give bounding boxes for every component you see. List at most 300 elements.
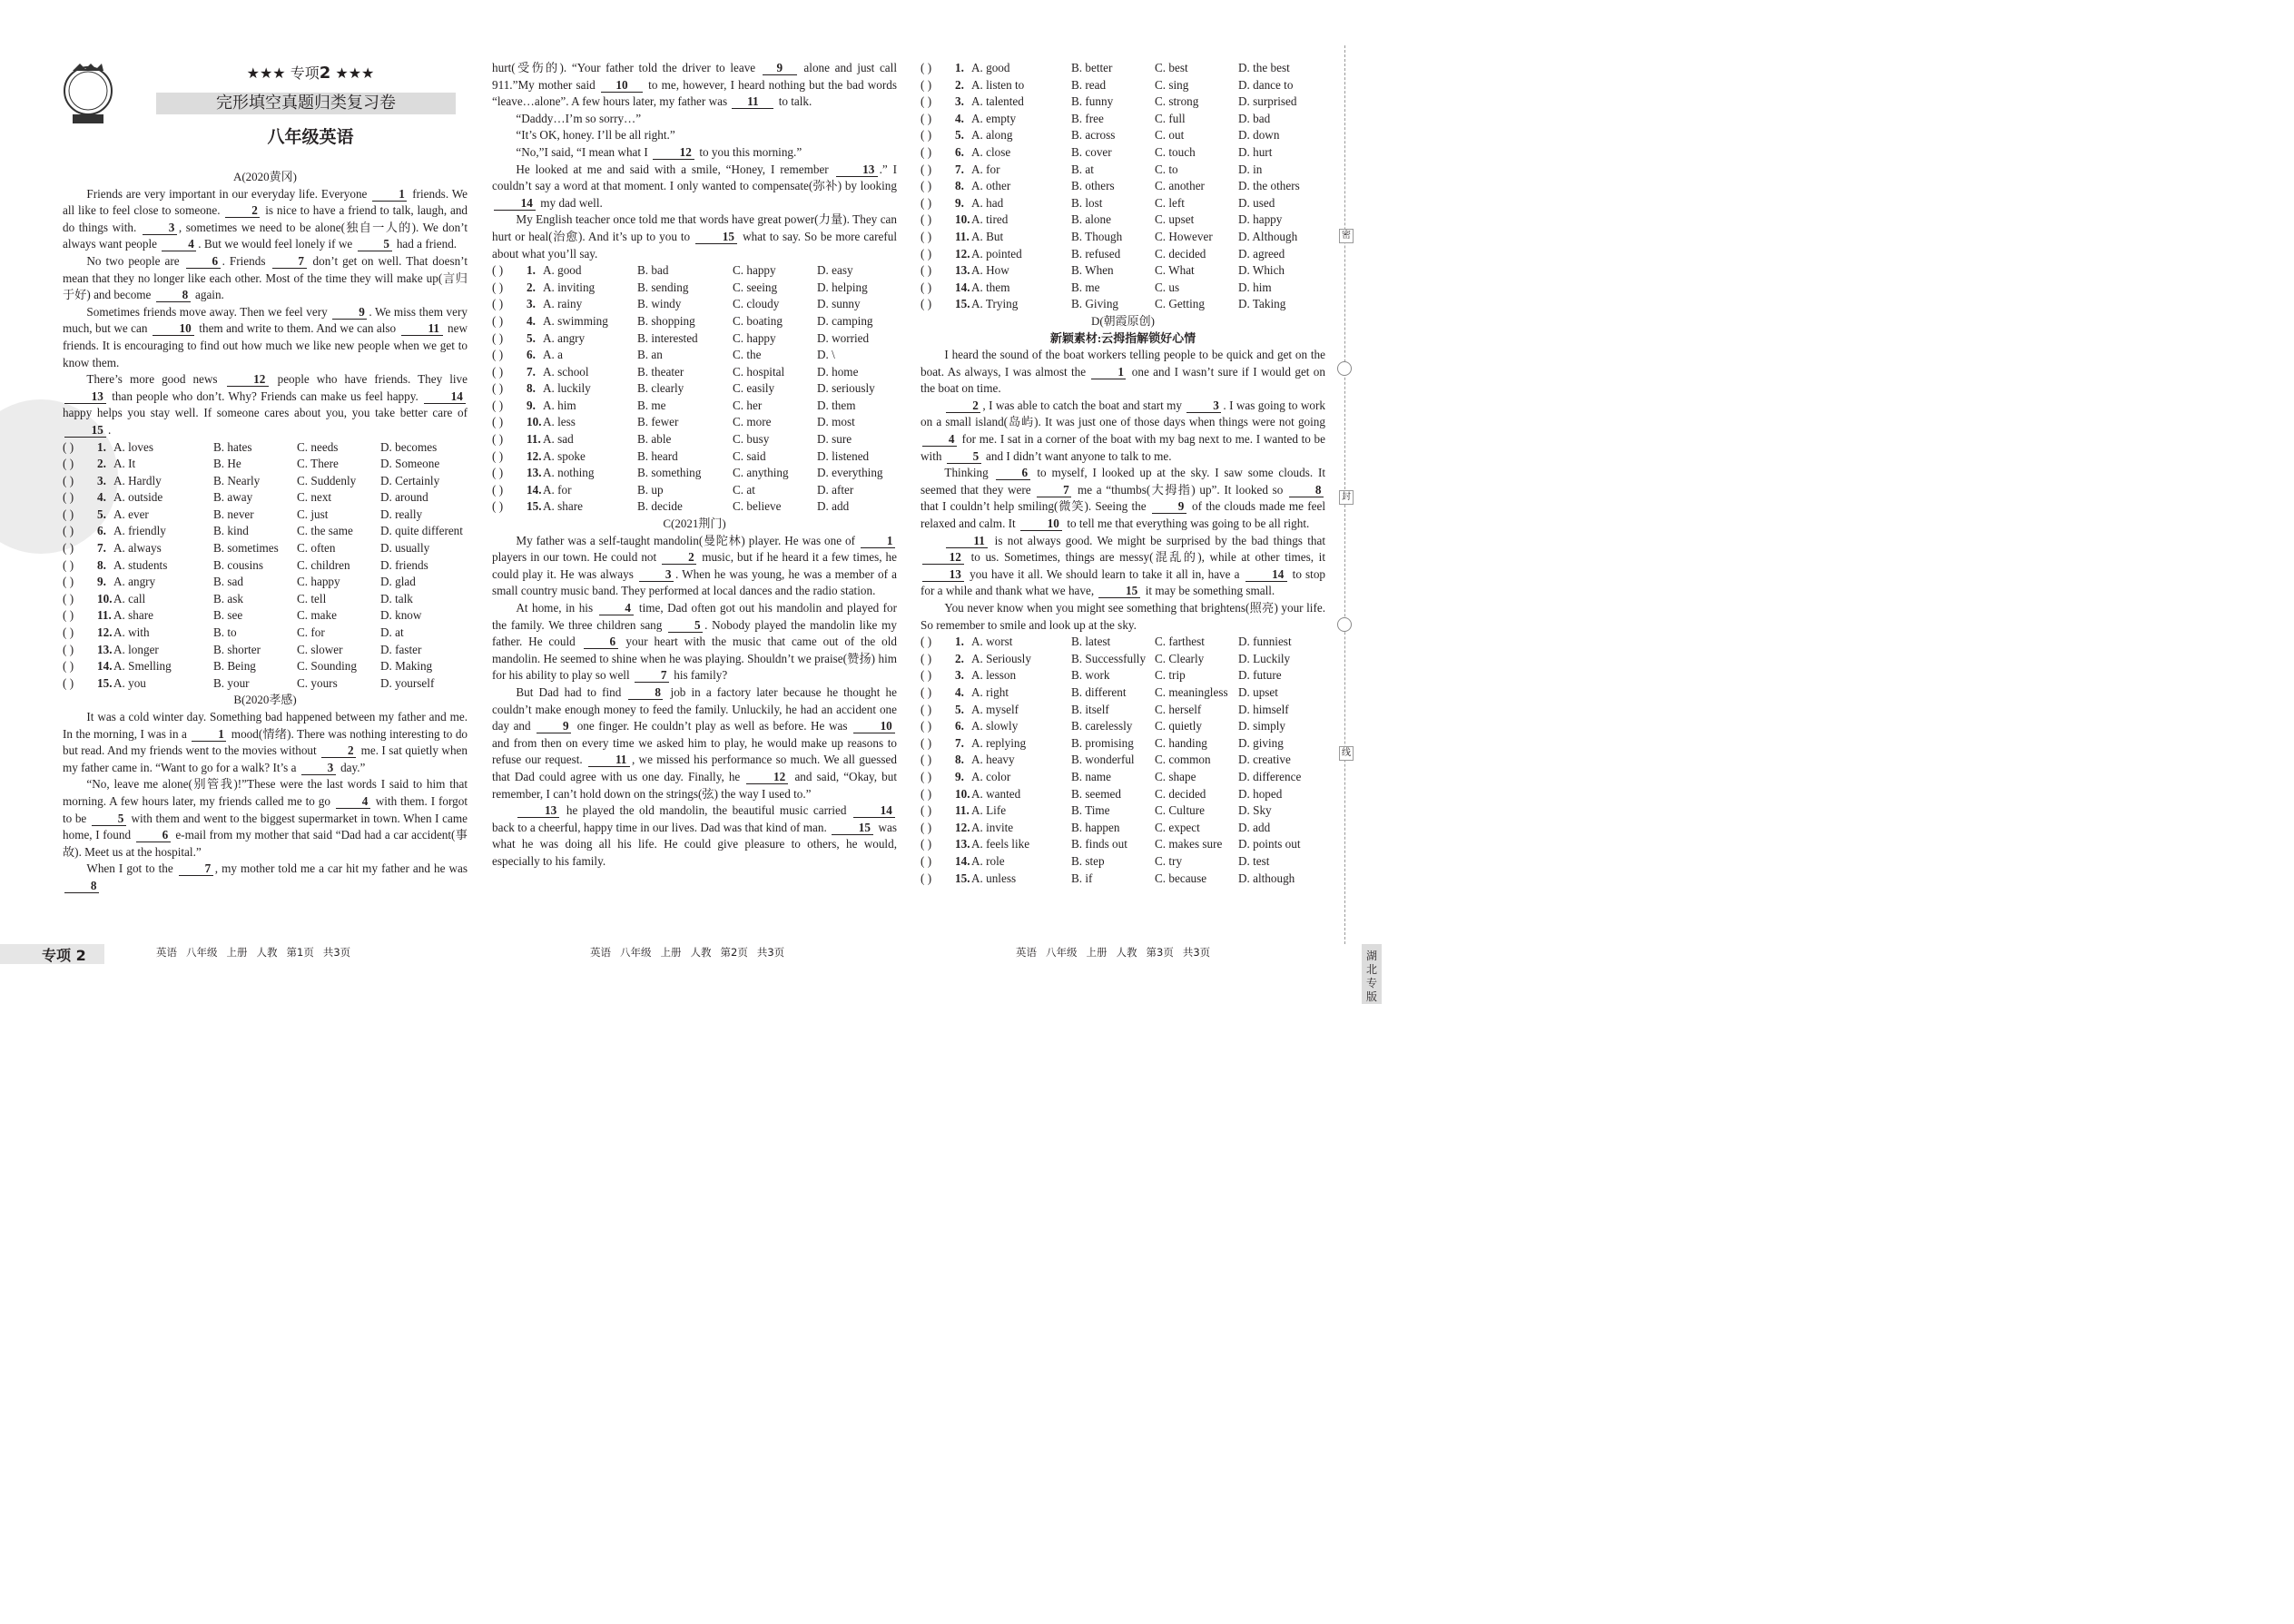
passage-text: his family? — [670, 668, 728, 683]
column-2 — [492, 60, 897, 871]
answer-bracket: ( ) — [921, 837, 932, 851]
option-a: A. less — [543, 415, 576, 429]
passage-text: At home, in his — [516, 601, 597, 615]
option-c: C. happy — [733, 330, 776, 345]
passage-text: it may be something small. — [1142, 584, 1275, 598]
question-number: 5. — [527, 330, 536, 345]
passage-text: friends. We all like to feel close to someone. — [63, 186, 468, 218]
passage-paragraph — [492, 60, 897, 111]
footer-page-3 — [1016, 945, 1219, 960]
passage-paragraph — [492, 111, 897, 128]
passage-paragraph — [921, 398, 1325, 465]
answer-bracket: ( ) — [921, 668, 932, 683]
option-a: A. heavy — [971, 753, 1015, 767]
passage-paragraph — [63, 304, 468, 371]
option-a: A. color — [971, 769, 1011, 783]
passage-text: to tell me that everything was going to be all right. — [1064, 517, 1310, 531]
blank-number: 8 — [156, 289, 191, 302]
passage-text: “No,”I said, “I mean what I — [516, 144, 652, 159]
question-row — [492, 347, 897, 364]
option-c: C. touch — [1155, 144, 1196, 159]
question-number: 4. — [955, 111, 964, 125]
option-b: B. wonderful — [1071, 753, 1135, 767]
answer-bracket: ( ) — [63, 659, 74, 674]
option-d: D. agreed — [1238, 246, 1285, 261]
question-row — [492, 398, 897, 415]
answer-bracket: ( ) — [492, 280, 504, 294]
footer-series-num: 2 — [75, 947, 86, 964]
question-number: 10. — [527, 415, 542, 429]
option-b: B. me — [1071, 280, 1100, 294]
question-number: 11. — [955, 229, 970, 243]
question-number: 8. — [955, 179, 964, 193]
question-number: 2. — [97, 457, 106, 471]
answer-bracket: ( ) — [63, 507, 74, 521]
question-number: 14. — [97, 659, 113, 674]
option-c: C. her — [733, 398, 763, 412]
passage-text: music, but if he heard it a few times, he could play it. He was always — [492, 550, 897, 581]
passage-text: . I was going to work on a small island(岛屿). It was just one of those days when things were not going — [921, 398, 1325, 429]
passage-text: , my mother told me a car hit my father and he was — [214, 861, 468, 876]
footer-text: 共3页 — [322, 946, 351, 959]
answer-bracket: ( ) — [492, 499, 504, 514]
blank-number: 5 — [92, 812, 126, 826]
option-a: A. them — [971, 280, 1010, 294]
option-d: D. himself — [1238, 702, 1289, 716]
region-tab — [1362, 944, 1382, 1004]
option-a: A. loves — [113, 439, 153, 454]
option-d: D. Sky — [1238, 803, 1272, 818]
passage-text: one finger. He couldn’t play as well as before. He was — [573, 719, 852, 733]
passage-text: and from then on every time we asked him to play, he would make up reasons to refuse our request. — [492, 735, 897, 767]
passage-paragraph — [492, 162, 897, 212]
passage-text: “It’s OK, honey. I’ll be all right.” — [516, 128, 675, 143]
option-c: C. tell — [297, 591, 327, 605]
passage-text: alone and just call 911.”My mother said — [492, 61, 897, 92]
blank-number: 13 — [64, 390, 106, 404]
answer-bracket: ( ) — [63, 625, 74, 640]
option-b: B. happen — [1071, 820, 1120, 834]
passage-text: “No, leave me alone(别管我)!”These were the last words I said to him that morning. A few hours later, my friends called me to go — [63, 777, 468, 808]
question-number: 6. — [955, 719, 964, 733]
option-a: A. worst — [971, 635, 1013, 649]
question-row — [63, 540, 468, 557]
option-b: B. bad — [637, 263, 669, 278]
question-number: 3. — [955, 94, 964, 109]
question-row — [492, 448, 897, 466]
question-row — [921, 296, 1325, 313]
blank-number: 10 — [153, 322, 194, 336]
option-b: B. cousins — [213, 557, 263, 572]
answer-bracket: ( ) — [921, 229, 932, 243]
question-number: 6. — [97, 524, 106, 538]
question-number: 8. — [97, 557, 106, 572]
answer-bracket: ( ) — [921, 803, 932, 818]
option-a: A. a — [543, 348, 563, 362]
blank-number: 10 — [601, 79, 643, 93]
passage-text: than people who don’t. Why? Friends can make us feel happy. — [108, 389, 422, 403]
section-heading: A(2020黄冈) — [232, 170, 298, 183]
option-c: C. decided — [1155, 786, 1206, 801]
option-c: C. often — [297, 541, 336, 556]
option-b: B. windy — [637, 297, 682, 311]
option-d: D. listened — [817, 448, 870, 463]
option-b: B. shorter — [213, 642, 261, 656]
blank-number: 14 — [853, 804, 895, 818]
blank-number: 14 — [1245, 568, 1287, 582]
option-a: A. myself — [971, 702, 1019, 716]
passage-text: happy helps you stay well. If someone cares about you, you take better care of — [63, 406, 468, 420]
footer-series-label: 专项 — [42, 947, 72, 964]
option-a: A. feels like — [971, 837, 1030, 851]
question-number: 12. — [955, 820, 970, 834]
passage-text: you have it all. We should learn to take it all in, have a — [966, 566, 1244, 581]
option-a: A. you — [113, 675, 146, 690]
passage-text: job in a factory later because he thought he couldn’t make enough money to feed the family. Unluckily, he had an accident one day and — [492, 684, 897, 733]
option-c: C. children — [297, 557, 350, 572]
option-c: C. needs — [297, 439, 339, 454]
passage-paragraph — [63, 186, 468, 253]
passage-text: them and write to them. And we can also — [195, 321, 399, 336]
passage-paragraph — [63, 861, 468, 894]
question-row — [492, 280, 897, 297]
option-b: B. lost — [1071, 195, 1103, 210]
option-a: A. right — [971, 684, 1009, 699]
passage-text: people who have friends. They live — [270, 372, 468, 387]
passage-paragraph — [63, 776, 468, 861]
option-c: C. said — [733, 448, 766, 463]
question-row — [921, 718, 1325, 735]
answer-bracket: ( ) — [921, 263, 932, 278]
question-number: 3. — [97, 473, 106, 487]
option-a: A. good — [971, 61, 1010, 74]
series-number: 2 — [319, 64, 331, 83]
option-d: D. sunny — [817, 297, 861, 311]
passage-text: When I got to the — [86, 861, 177, 876]
option-d: D. home — [817, 364, 859, 379]
option-b: B. see — [213, 608, 243, 623]
option-a: A. tired — [971, 212, 1009, 227]
passage-text: Sometimes friends move away. Then we feel very — [86, 304, 331, 319]
option-a: A. school — [543, 364, 589, 379]
blank-number: 5 — [947, 450, 981, 464]
footer-text: 第1页 — [286, 946, 314, 959]
option-b: B. sending — [637, 280, 689, 294]
question-number: 7. — [955, 162, 964, 176]
option-a: A. good — [543, 263, 582, 278]
blank-number: 9 — [332, 306, 367, 320]
question-number: 13. — [955, 837, 970, 851]
option-d: D. Luckily — [1238, 651, 1291, 665]
option-a: A. ever — [113, 507, 149, 521]
option-d: D. yourself — [380, 675, 435, 690]
question-row — [921, 667, 1325, 684]
section-heading: B(2020孝感) — [233, 693, 297, 707]
blank-number: 4 — [162, 238, 196, 251]
option-b: B. hates — [213, 439, 252, 454]
region-tab-char: 版 — [1365, 990, 1377, 1003]
answer-bracket: ( ) — [63, 557, 74, 572]
option-a: A. always — [113, 541, 162, 556]
option-d: D. add — [1238, 820, 1271, 834]
option-d: D. sure — [817, 432, 852, 447]
option-a: A. swimming — [543, 313, 608, 328]
passage-text: for me. I sat in a corner of the boat with my bag next to me. I wanted to be with — [921, 432, 1325, 463]
option-c: C. happy — [733, 263, 776, 278]
question-number: 7. — [97, 541, 106, 556]
option-a: A. empty — [971, 111, 1017, 125]
passage-text: don’t get on well. That doesn’t mean that they no longer like each other. Most of the time they will make up(言归于好) and become — [63, 253, 468, 302]
answer-bracket: ( ) — [492, 364, 504, 379]
binding-label: 密 — [1339, 229, 1354, 243]
option-a: A. luckily — [543, 381, 591, 396]
question-number: 2. — [955, 651, 964, 665]
option-c: C. left — [1155, 195, 1185, 210]
blank-number: 12 — [227, 373, 269, 387]
answer-bracket: ( ) — [63, 457, 74, 471]
option-b: B. seemed — [1071, 786, 1121, 801]
option-b: B. When — [1071, 263, 1114, 278]
option-c: C. slower — [297, 642, 343, 656]
question-number: 5. — [97, 507, 106, 521]
option-a: A. sad — [543, 432, 574, 447]
question-number: 4. — [527, 313, 536, 328]
answer-bracket: ( ) — [921, 162, 932, 176]
option-a: A. for — [543, 482, 572, 497]
question-row — [492, 498, 897, 516]
passage-text: mood(情绪). There was nothing interesting to do but read. And my friends went to the movies without — [63, 726, 468, 758]
option-d: D. easy — [817, 263, 853, 278]
binding-hole-icon — [1337, 361, 1352, 376]
option-c: C. yours — [297, 675, 338, 690]
answer-bracket: ( ) — [63, 642, 74, 656]
passage-text: My father was a self-taught mandolin(曼陀林) player. He was one of — [516, 533, 859, 547]
blank-number: 1 — [1091, 366, 1126, 379]
passage-text: to me, however, I heard nothing but the bad words “leave…alone”. A few hours later, my father was — [492, 77, 897, 109]
option-b: B. interested — [637, 330, 698, 345]
option-c: C. strong — [1155, 94, 1199, 109]
option-d: D. giving — [1238, 735, 1284, 750]
option-d: D. Which — [1238, 263, 1285, 278]
option-c: C. more — [733, 415, 772, 429]
option-a: A. other — [971, 179, 1011, 193]
option-d: D. most — [817, 415, 855, 429]
footer-text: 英语 — [156, 946, 177, 959]
blank-number: 1 — [372, 188, 407, 202]
blank-number: 12 — [922, 551, 964, 565]
option-d: D. talk — [380, 591, 413, 605]
passage-text: players in our town. He could not — [492, 550, 661, 565]
question-row — [921, 836, 1325, 853]
question-number: 2. — [955, 77, 964, 92]
blank-number: 3 — [301, 762, 336, 775]
blank-number: 10 — [853, 720, 895, 733]
question-number: 7. — [527, 364, 536, 379]
option-d: D. camping — [817, 313, 873, 328]
question-number: 12. — [527, 448, 542, 463]
option-c: C. Sounding — [297, 659, 357, 674]
answer-bracket: ( ) — [921, 786, 932, 801]
question-number: 1. — [955, 61, 964, 74]
option-c: C. out — [1155, 128, 1185, 143]
option-d: D. although — [1238, 871, 1295, 885]
option-b: B. better — [1071, 61, 1113, 74]
question-number: 15. — [955, 297, 970, 311]
question-row — [921, 735, 1325, 753]
answer-bracket: ( ) — [921, 635, 932, 649]
passage-text: had a friend. — [393, 237, 458, 251]
option-d: D. down — [1238, 128, 1280, 143]
passage-text: It was a cold winter day. Something bad happened between my father and me. In the morning, I was in a — [63, 710, 468, 741]
answer-bracket: ( ) — [921, 735, 932, 750]
answer-bracket: ( ) — [921, 128, 932, 143]
option-d: D. creative — [1238, 753, 1291, 767]
option-d: D. at — [380, 625, 404, 640]
answer-bracket: ( ) — [921, 280, 932, 294]
blank-number: 11 — [732, 95, 773, 109]
footer-text: 共3页 — [1182, 946, 1211, 959]
blank-number: 6 — [996, 467, 1030, 480]
option-c: C. boating — [733, 313, 783, 328]
blank-number: 8 — [64, 880, 99, 893]
question-number: 3. — [955, 668, 964, 683]
option-b: B. funny — [1071, 94, 1114, 109]
option-c: C. What — [1155, 263, 1195, 278]
answer-bracket: ( ) — [63, 575, 74, 589]
option-c: C. us — [1155, 280, 1180, 294]
answer-bracket: ( ) — [921, 719, 932, 733]
option-d: D. funniest — [1238, 635, 1292, 649]
option-d: D. Certainly — [380, 473, 440, 487]
option-a: A. But — [971, 229, 1004, 243]
option-b: B. shopping — [637, 313, 695, 328]
option-b: B. latest — [1071, 635, 1111, 649]
option-c: C. to — [1155, 162, 1178, 176]
answer-bracket: ( ) — [492, 348, 504, 362]
passage-text: , we missed his performance so much. We all guessed that Dad could agree with us one day. Finally, he — [492, 753, 897, 783]
option-a: A. close — [971, 144, 1011, 159]
option-d: D. happy — [1238, 212, 1283, 227]
passage-text: that I couldn’t help smiling(微笑). Seeing the — [921, 499, 1150, 514]
option-b: B. He — [213, 457, 241, 471]
footer-page-1 — [156, 945, 359, 960]
option-a: A. wanted — [971, 786, 1021, 801]
option-a: A. angry — [543, 330, 586, 345]
answer-bracket: ( ) — [921, 871, 932, 885]
passage-text: what to say. So be more careful about what you’ll say. — [492, 229, 897, 261]
passage-text: . But we would feel lonely if we — [198, 237, 356, 251]
option-b: B. name — [1071, 769, 1111, 783]
question-row — [921, 752, 1325, 769]
blank-number: 13 — [836, 163, 878, 177]
blank-number: 15 — [64, 424, 106, 438]
option-d: D. dance to — [1238, 77, 1294, 92]
option-d: D. helping — [817, 280, 868, 294]
option-a: A. Trying — [971, 297, 1019, 311]
passage-text: new friends. It is encouraging to find out how much we like new people when we get to know them. — [63, 321, 468, 369]
passage-text: . When he was young, he was a member of a small country music band. They performed at local dances and the radio station. — [492, 566, 898, 598]
footer-text: 共3页 — [756, 946, 785, 959]
question-number: 11. — [955, 803, 970, 818]
blank-number: 3 — [143, 221, 177, 235]
option-d: D. \ — [817, 348, 835, 362]
option-c: C. trip — [1155, 668, 1186, 683]
option-d: D. points out — [1238, 837, 1301, 851]
option-d: D. around — [380, 490, 428, 505]
passage-text: Friends are very important in our everyday life. Everyone — [86, 186, 371, 201]
answer-bracket: ( ) — [63, 541, 74, 556]
answer-bracket: ( ) — [921, 820, 932, 834]
passage-text: and I didn’t want anyone to talk to me. — [982, 448, 1172, 463]
question-number: 1. — [97, 439, 106, 454]
option-a: A. How — [971, 263, 1009, 278]
option-b: B. carelessly — [1071, 719, 1133, 733]
binding-label: 线 — [1339, 746, 1354, 761]
option-a: A. slowly — [971, 719, 1019, 733]
option-b: B. sometimes — [213, 541, 279, 556]
option-b: B. cover — [1071, 144, 1112, 159]
option-b: B. away — [213, 490, 253, 505]
question-number: 12. — [97, 625, 113, 640]
blank-number: 2 — [946, 399, 980, 413]
option-b: B. work — [1071, 668, 1110, 683]
option-c: C. Clearly — [1155, 651, 1205, 665]
passage-paragraph — [921, 533, 1325, 600]
option-b: B. up — [637, 482, 664, 497]
question-row — [63, 658, 468, 675]
blank-number: 1 — [192, 728, 226, 742]
question-row — [921, 820, 1325, 837]
question-number: 10. — [97, 591, 113, 605]
answer-bracket: ( ) — [921, 753, 932, 767]
option-a: A. longer — [113, 642, 159, 656]
option-a: A. rainy — [543, 297, 583, 311]
question-number: 11. — [97, 608, 112, 623]
answer-bracket: ( ) — [921, 111, 932, 125]
option-c: C. shape — [1155, 769, 1196, 783]
option-d: D. after — [817, 482, 854, 497]
option-b: B. an — [637, 348, 663, 362]
question-number: 13. — [527, 466, 542, 480]
passage-text: to you this morning.” — [696, 144, 802, 159]
question-row — [921, 769, 1325, 786]
passage-text: me a “thumbs(大拇指) up”. It looked so — [1073, 482, 1287, 497]
passage-text: I heard the sound of the boat workers telling people to be quick and get on the boat. As always, I was almost the — [921, 348, 1325, 379]
blank-number: 3 — [639, 568, 674, 582]
footer-page-2 — [590, 945, 793, 960]
question-number: 2. — [527, 280, 536, 294]
question-number: 9. — [955, 195, 964, 210]
answer-bracket: ( ) — [492, 415, 504, 429]
passage-text: “Daddy…I’m so sorry…” — [516, 111, 642, 125]
option-b: B. promising — [1071, 735, 1134, 750]
answer-bracket: ( ) — [921, 61, 932, 74]
blank-number: 13 — [922, 568, 964, 582]
question-number: 13. — [955, 263, 970, 278]
option-c: C. makes sure — [1155, 837, 1223, 851]
option-c: C. happy — [297, 575, 340, 589]
option-d: D. in — [1238, 162, 1263, 176]
footer-text: 人教 — [1116, 946, 1137, 959]
option-c: C. easily — [733, 381, 775, 396]
question-number: 7. — [955, 735, 964, 750]
option-b: B. to — [213, 625, 237, 640]
question-row — [921, 178, 1325, 195]
section-heading: 新颖素材:云拇指解锁好心情 — [1049, 330, 1196, 345]
passage-text: he played the old mandolin, the beautiful music carried — [561, 803, 852, 818]
question-row — [492, 313, 897, 330]
passage-text: of the clouds made me feel relaxed and calm. It — [921, 499, 1325, 531]
